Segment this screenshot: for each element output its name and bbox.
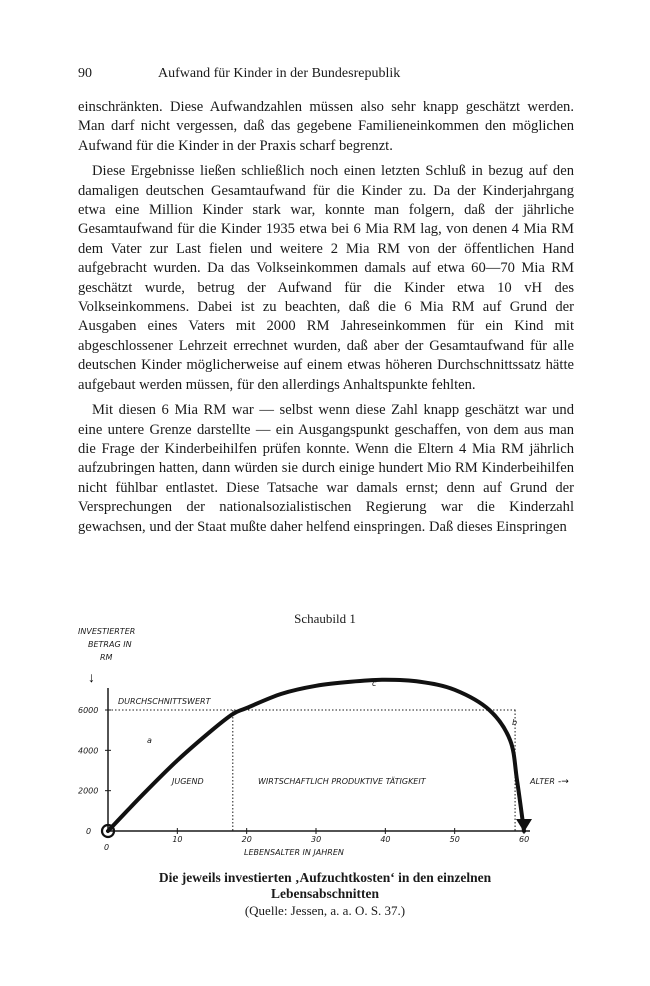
figure-title: Schaubild 1 bbox=[294, 611, 356, 626]
curve-arrowhead bbox=[516, 819, 532, 832]
y-axis-label-line2: BETRAG IN bbox=[88, 640, 132, 649]
caption-line-2: Lebensabschnitten bbox=[270, 886, 380, 901]
chart bbox=[0, 600, 650, 870]
body-text bbox=[78, 98, 574, 543]
x-axis-label: LEBENSALTER IN JAHREN bbox=[244, 848, 344, 857]
caption-line-1: Die jeweils investierten ‚Aufzuchtkosten‘ in den einzelnen bbox=[158, 870, 492, 885]
y-arrow: ↓ bbox=[88, 671, 95, 686]
label-age: ALTER bbox=[530, 777, 555, 786]
x-tick-label: 10 bbox=[172, 835, 183, 844]
paragraph-2: Diese Ergebnisse ließen schließlich noch einen letzten Schluß in bezug auf den damaligen deutschen Gesamtaufwand für die Kinder zu. Da der Kinderjahrgang etwa eine Million Kinder stark war, konnte man folgern, daß der jährliche Gesamtaufwand für die Kinder 1935 etwa bei 6 Mia RM lag, von denen 4 Mia RM dem Vater zur Last fielen und weitere 2 Mia RM von der öffentlichen Hand aufgebracht wurden. Da das Volkseinkommen damals auf etwa 60—70 Mia RM geschätzt wurde, betrug der Aufwand für die Kinder etwa 10 vH des Volkseinkommens. Dabei ist zu beachten, daß die 6 Mia RM auf Grund der Ausgaben eines Vaters mit 2000 RM Jahreseinkommen für ein Kind mit abgeschlossener Lehrzeit errechnet wurden, daß aber der Gesamtaufwand für alle deutschen Kinder möglicherweise auf einem etwas höheren Durchschnittssatz hätte aufgebaut werden müssen, für den allerdings Anhaltspunkte fehlten. bbox=[78, 163, 574, 393]
running-title: Aufwand für Kinder in der Bundesrepublik bbox=[158, 66, 401, 81]
paragraph-1: einschränkten. Diese Aufwandzahlen müssen also sehr knapp geschätzt werden. Man darf nicht vergessen, daß das gegebene Familieneinkommen den möglichen Aufwand für die Kinder in der Praxis scharf begrenzt. bbox=[78, 99, 574, 154]
x-tick-label: 40 bbox=[380, 835, 391, 844]
y-axis-label-line3: RM bbox=[100, 653, 113, 662]
x-tick-label: 30 bbox=[311, 835, 322, 844]
x-tick-label: 50 bbox=[449, 835, 460, 844]
y-tick-label: 6000 bbox=[78, 706, 99, 715]
page-number: 90 bbox=[78, 66, 92, 81]
x-tick-label: 0 bbox=[104, 843, 110, 852]
area-letter-a: a bbox=[147, 736, 152, 745]
y-axis-label-line1: INVESTIERTER bbox=[78, 627, 136, 636]
figure-caption bbox=[0, 870, 650, 902]
age-arrow: -→ bbox=[558, 777, 569, 787]
label-productive: WIRTSCHAFTLICH PRODUKTIVE TÄTIGKEIT bbox=[258, 777, 426, 786]
y-tick-label: 4000 bbox=[78, 746, 99, 756]
y-tick-label: 2000 bbox=[78, 786, 99, 796]
page-header bbox=[78, 66, 573, 86]
y-tick-label: 0 bbox=[86, 827, 92, 836]
figure-source: (Quelle: Jessen, a. a. O. S. 37.) bbox=[244, 903, 406, 918]
paragraph-3: Mit diesen 6 Mia RM war — selbst wenn diese Zahl knapp geschätzt war und eine untere Grenze darstellte — ein Ausgangspunkt geschaffen, von dem aus man die Frage der Kinderbeihilfen prüfen konnte. Wenn die Eltern 4 Mia RM jährlich aufzubringen hatten, dann würden sie durch einige hundert Mio RM Kinderbeihilfen nicht fühlbar entlastet. Diese Tatsache war damals ernst; denn auf Grund der Versprechungen der nationalsozialistischen Regierung war die Kinderzahl gewachsen, und der Staat mußte daher helfend einspringen. Daß dieses Einspringen bbox=[78, 402, 574, 535]
label-youth: JUGEND bbox=[172, 777, 204, 786]
average-reference-label: DURCHSCHNITTSWERT bbox=[118, 697, 211, 706]
area-letter-c: c bbox=[372, 679, 377, 688]
x-tick-label: 20 bbox=[241, 835, 252, 844]
x-tick-label: 60 bbox=[519, 835, 530, 844]
area-letter-b: b bbox=[512, 718, 518, 727]
